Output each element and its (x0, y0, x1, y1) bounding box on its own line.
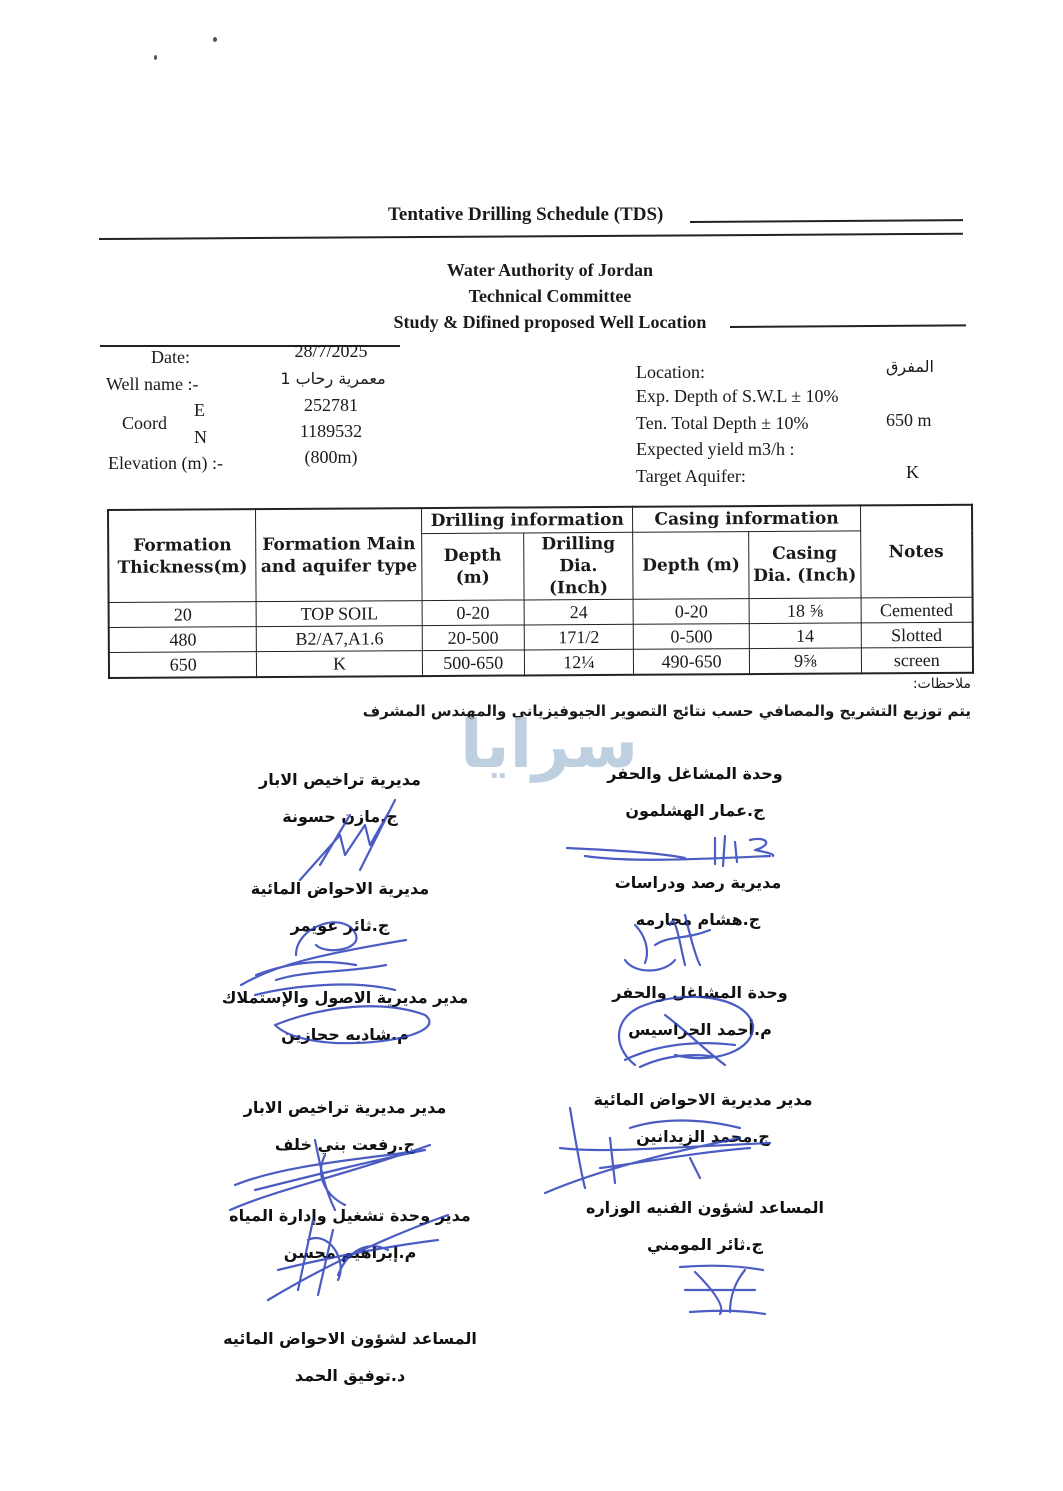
organization-name: Water Authority of Jordan (446, 260, 654, 280)
cell-formation: B2/A7,A1.6 (257, 626, 423, 652)
signatory-name: ج.مازن حسونة (282, 807, 398, 826)
signatory-role: مديرية تراخيص الابار (259, 770, 421, 789)
remarks-text: يتم توزيع التشريح والمصافي حسب نتائج التصوير الجيوفيزياني والمهندس المشرف (362, 702, 971, 720)
signatory-name: ج.هشام محارمه (635, 910, 761, 929)
committee-name: Technical Committee (468, 286, 632, 306)
cell-notes: screen (861, 647, 973, 673)
signatory-name: ج.ثائر عويمر (290, 916, 390, 935)
aquifer-value: K (906, 462, 919, 482)
cell-casing-dia: 14 (749, 623, 861, 649)
signatory-name: د.توفيق الحمد (294, 1366, 406, 1385)
cell-drill-depth: 0-20 (422, 600, 524, 626)
cell-casing-depth: 490-650 (634, 649, 750, 675)
coord-n-label: N (194, 427, 207, 447)
header-formation-thickness: Formation Thickness(m) (108, 509, 256, 602)
handwritten-signature (258, 1200, 458, 1305)
document-title: Tentative Drilling Schedule (TDS) (388, 204, 664, 225)
cell-drill-dia: 12¼ (524, 649, 634, 675)
elevation-value: (800m) (304, 447, 358, 467)
cell-thickness: 20 (109, 602, 257, 628)
signatory-block (545, 764, 845, 820)
scan-speck (213, 37, 217, 42)
date-value: 28/7/2025 (294, 341, 368, 361)
signatory-role: المساعد لشؤون الفنيه الوزاره (586, 1198, 824, 1217)
table-row (109, 647, 973, 678)
signatory-role: وحدة المشاغل والحفر (612, 983, 788, 1002)
coord-n-value: 1189532 (299, 421, 363, 441)
location-label: Location: (636, 362, 705, 382)
aquifer-label: Target Aquifer: (636, 466, 746, 486)
cell-formation: TOP SOIL (256, 601, 422, 627)
title-rule-full (99, 233, 963, 240)
cell-casing-depth: 0-20 (633, 599, 749, 625)
header-drilling-depth: Depth (m) (422, 533, 524, 601)
cell-thickness: 480 (109, 627, 257, 653)
total-depth-value: 650 m (886, 410, 932, 430)
signatory-role: مدير مديرية الاصول والإستملاك (221, 988, 469, 1007)
coord-label: Coord (122, 413, 167, 433)
signatory-role: المساعد لشؤون الاحواض المائيه (223, 1329, 477, 1348)
cell-notes: Cemented (861, 597, 973, 623)
cell-drill-depth: 500-650 (422, 650, 524, 676)
header-casing-information: Casing information (633, 505, 860, 532)
signatory-block (555, 1198, 855, 1254)
cell-casing-depth: 0-500 (634, 624, 750, 650)
header-drilling-information: Drilling information (421, 507, 633, 534)
scan-speck (154, 55, 157, 60)
signatory-name: ج.رفعت بني خلف (274, 1135, 416, 1154)
total-depth-label: Ten. Total Depth ± 10% (636, 413, 809, 433)
signatory-name: ج.ثائر المومني (646, 1235, 764, 1254)
coord-e-label: E (194, 400, 205, 420)
handwritten-signature (605, 985, 760, 1075)
header-drilling-dia: Drilling Dia. (Inch) (523, 532, 633, 600)
header-notes: Notes (860, 505, 972, 598)
well-name-value: معمرية رحاب 1 (280, 369, 386, 388)
signatory-role: مدير وحدة تشغيل وإدارة المياه (229, 1206, 471, 1225)
header-casing-dia: Casing Dia. (Inch) (749, 531, 861, 599)
handwritten-signature (290, 795, 410, 885)
signatory-role: مدير مديرية تراخيص الابار (243, 1098, 447, 1117)
cell-notes: Slotted (861, 622, 973, 648)
signatory-role: مديرية الاحواض المائية (250, 879, 430, 898)
remarks-label: ملاحظات: (912, 676, 971, 692)
signatory-name: ج.عمار الهشلمون (625, 801, 765, 820)
cell-formation: K (257, 651, 423, 678)
header-formation-main: Formation Main and aquifer type (256, 508, 422, 602)
drilling-schedule-table (107, 504, 974, 679)
well-name-label: Well name :- (106, 374, 199, 394)
handwritten-signature (565, 830, 780, 870)
coord-e-value: 252781 (304, 395, 358, 415)
yield-label: Expected yield m3/h : (636, 439, 795, 459)
signatory-role: مدير مديرية الاحواض المائية (593, 1090, 813, 1109)
cell-drill-dia: 171/2 (524, 624, 634, 650)
cell-drill-depth: 20-500 (422, 625, 524, 651)
cell-casing-dia: 18 ⅝ (749, 598, 861, 624)
watermark: سرايا (460, 706, 639, 783)
subtitle-rule-right (730, 324, 966, 328)
cell-casing-dia: 9⅝ (749, 648, 861, 674)
signatory-name: م.أحمد الحراسيس (628, 1020, 772, 1039)
elevation-label: Elevation (m) :- (108, 453, 223, 473)
handwritten-signature (615, 905, 725, 975)
cell-thickness: 650 (109, 652, 257, 678)
date-label: Date: (151, 347, 190, 367)
header-casing-depth: Depth (m) (633, 532, 749, 600)
document-subtitle: Study & Difined proposed Well Location (393, 312, 707, 332)
swl-label: Exp. Depth of S.W.L ± 10% (636, 386, 839, 406)
signatory-name: م.إبراهيم محسن (283, 1243, 417, 1262)
signatory-block (200, 1329, 500, 1385)
signatory-role: مديرية رصد ودراسات (614, 873, 782, 892)
signatory-name: ج.محمد الزيدانين (636, 1127, 770, 1146)
handwritten-signature (540, 1098, 780, 1198)
title-rule-right (690, 219, 963, 223)
handwritten-signature (215, 975, 485, 1050)
signatory-name: م.شاديه حجازين (281, 1025, 409, 1044)
handwritten-signature (675, 1262, 770, 1317)
location-value: المفرق (886, 357, 934, 376)
signatory-role: وحدة المشاغل والحفر (607, 764, 783, 783)
cell-drill-dia: 24 (524, 599, 634, 625)
